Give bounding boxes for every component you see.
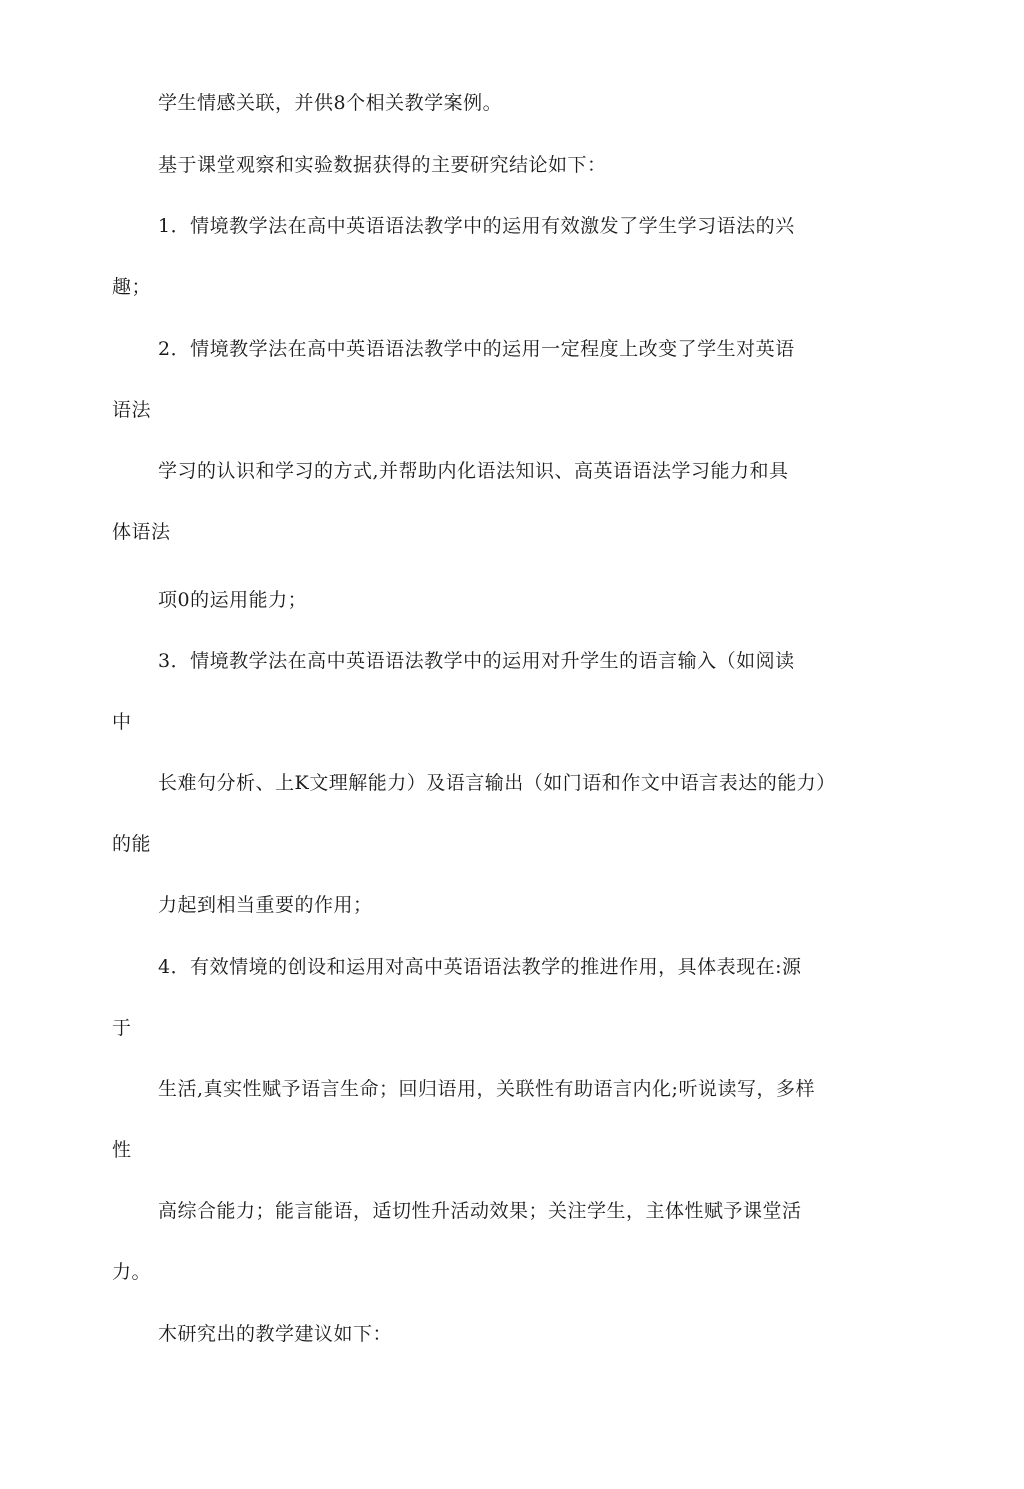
paragraph-line: 木研究出的教学建议如下：	[158, 1323, 393, 1345]
list-item-2-continuation: 语法	[112, 399, 152, 421]
list-item-3-continuation: 的能	[112, 833, 152, 855]
list-item-4-line: 高综合能力；能言能语，适切性升活动效果；关注学生，主体性赋予课堂活	[158, 1200, 802, 1222]
list-item-3-line: 力起到相当重要的作用；	[158, 894, 373, 916]
list-item-4-line: 4．有效情境的创设和运用对高中英语语法教学的推进作用，具体表现在:源	[158, 956, 802, 978]
list-item-3-continuation: 中	[112, 711, 132, 733]
list-item-2-line: 学习的认识和学习的方式,并帮助内化语法知识、高英语语法学习能力和具	[158, 460, 789, 482]
list-item-3-line: 3．情境教学法在高中英语语法教学中的运用对升学生的语言输入（如阅读	[158, 650, 795, 672]
list-item-1-line: 1．情境教学法在高中英语语法教学中的运用有效激发了学生学习语法的兴	[158, 215, 795, 237]
paragraph-line: 基于课堂观察和实验数据获得的主要研究结论如下：	[158, 154, 607, 176]
list-item-3-line: 长难句分析、上K文理解能力）及语言输出（如门语和作文中语言表达的能力）	[158, 772, 836, 794]
list-item-4-continuation: 力。	[112, 1261, 152, 1283]
paragraph-line: 学生情感关联，并供8个相关教学案例。	[158, 92, 503, 114]
list-item-1-continuation: 趣；	[112, 276, 152, 298]
list-item-2-line: 项0的运用能力；	[158, 589, 308, 611]
list-item-4-line: 生活,真实性赋予语言生命；回归语用，关联性有助语言内化;听说读写，多样	[158, 1078, 815, 1100]
list-item-4-continuation: 于	[112, 1017, 132, 1039]
list-item-2-line: 2．情境教学法在高中英语语法教学中的运用一定程度上改变了学生对英语	[158, 338, 795, 360]
list-item-4-continuation: 性	[112, 1139, 132, 1161]
list-item-2-continuation: 体语法	[112, 521, 171, 543]
